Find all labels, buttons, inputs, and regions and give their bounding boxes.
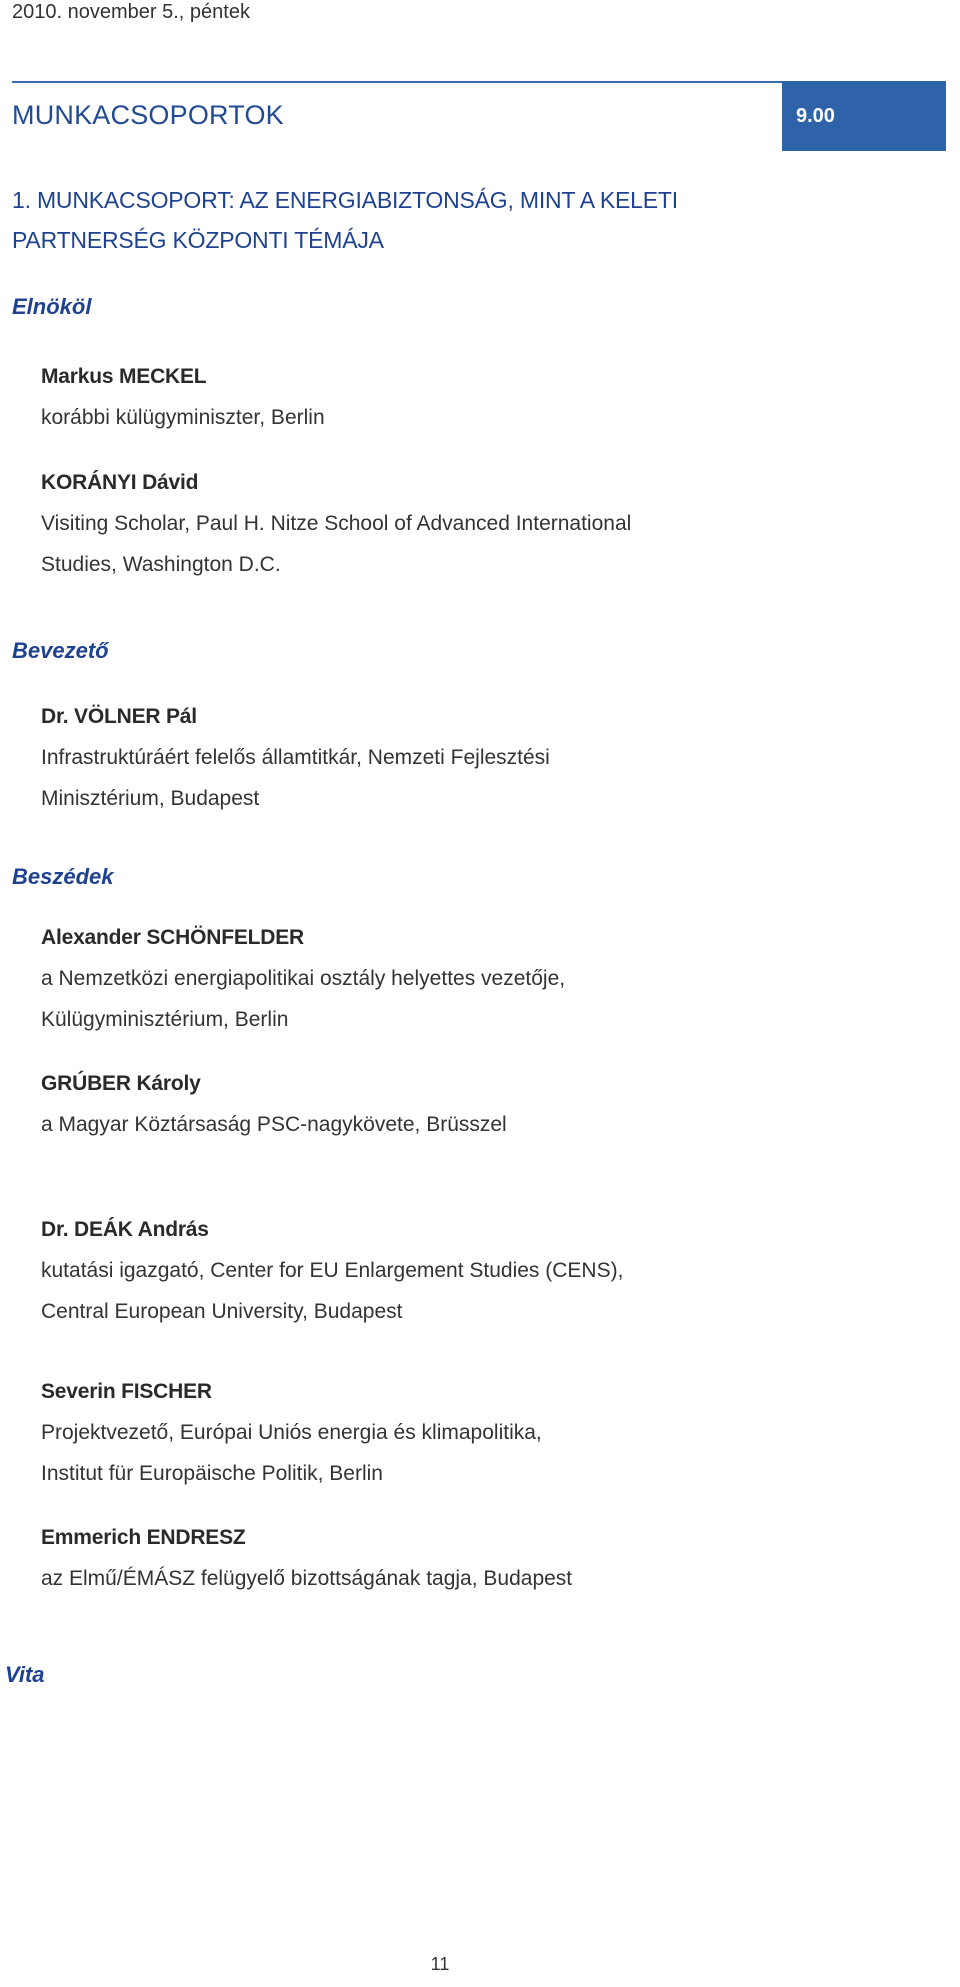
person-name: Emmerich ENDRESZ (41, 1526, 246, 1549)
time-badge: 9.00 (782, 81, 946, 151)
person-entry (41, 463, 921, 585)
person-role-line: Külügyminisztérium, Berlin (41, 1008, 289, 1031)
person-role: a Magyar Köztársaság PSC-nagykövete, Brüsszel (41, 1113, 507, 1136)
section-label-intro: Bevezető (12, 638, 109, 663)
person-role-line: Infrastruktúráért felelős államtitkár, Nemzeti Fejlesztési (41, 746, 550, 769)
person-name: Markus MECKEL (41, 365, 207, 388)
section-label-chair: Elnököl (12, 294, 92, 319)
person-role-line: Central European University, Budapest (41, 1300, 403, 1323)
person-entry (41, 1064, 921, 1145)
person-name: Dr. VÖLNER Pál (41, 705, 197, 728)
section-title: MUNKACSOPORTOK (12, 100, 284, 130)
person-entry (41, 1210, 921, 1332)
section-label-speeches: Beszédek (12, 864, 114, 889)
person-role-line: kutatási igazgató, Center for EU Enlargement Studies (CENS), (41, 1259, 624, 1282)
person-role-line: Visiting Scholar, Paul H. Nitze School of Advanced International (41, 512, 632, 535)
working-group-title-line-1: 1. MUNKACSOPORT: AZ ENERGIABIZTONSÁG, MINT A KELETI (12, 187, 678, 213)
person-entry (41, 1372, 921, 1494)
person-role-line: Minisztérium, Budapest (41, 787, 260, 810)
section-header (12, 81, 946, 151)
person-entry (41, 918, 921, 1040)
person-entry (41, 1518, 921, 1599)
person-role-line: Institut für Europäische Politik, Berlin (41, 1462, 383, 1485)
person-role-line: Projektvezető, Európai Uniós energia és klimapolitika, (41, 1421, 542, 1444)
page-number: 11 (430, 1954, 450, 1974)
person-role: korábbi külügyminiszter, Berlin (41, 406, 325, 429)
person-role: az Elmű/ÉMÁSZ felügyelő bizottságának tagja, Budapest (41, 1567, 573, 1590)
person-role-line: Studies, Washington D.C. (41, 553, 281, 576)
working-group-title (12, 180, 912, 260)
person-name: KORÁNYI Dávid (41, 471, 199, 494)
header-rule (12, 81, 782, 83)
person-role-line: a Nemzetközi energiapolitikai osztály helyettes vezetője, (41, 967, 566, 990)
working-group-title-line-2: PARTNERSÉG KÖZPONTI TÉMÁJA (12, 227, 384, 253)
person-name: GRÚBER Károly (41, 1072, 201, 1095)
person-entry (41, 357, 921, 438)
person-name: Alexander SCHÖNFELDER (41, 926, 305, 949)
section-label-debate: Vita (5, 1662, 45, 1687)
person-entry (41, 697, 921, 819)
person-name: Severin FISCHER (41, 1380, 212, 1403)
date-line: 2010. november 5., péntek (12, 1, 250, 23)
person-name: Dr. DEÁK András (41, 1218, 209, 1241)
